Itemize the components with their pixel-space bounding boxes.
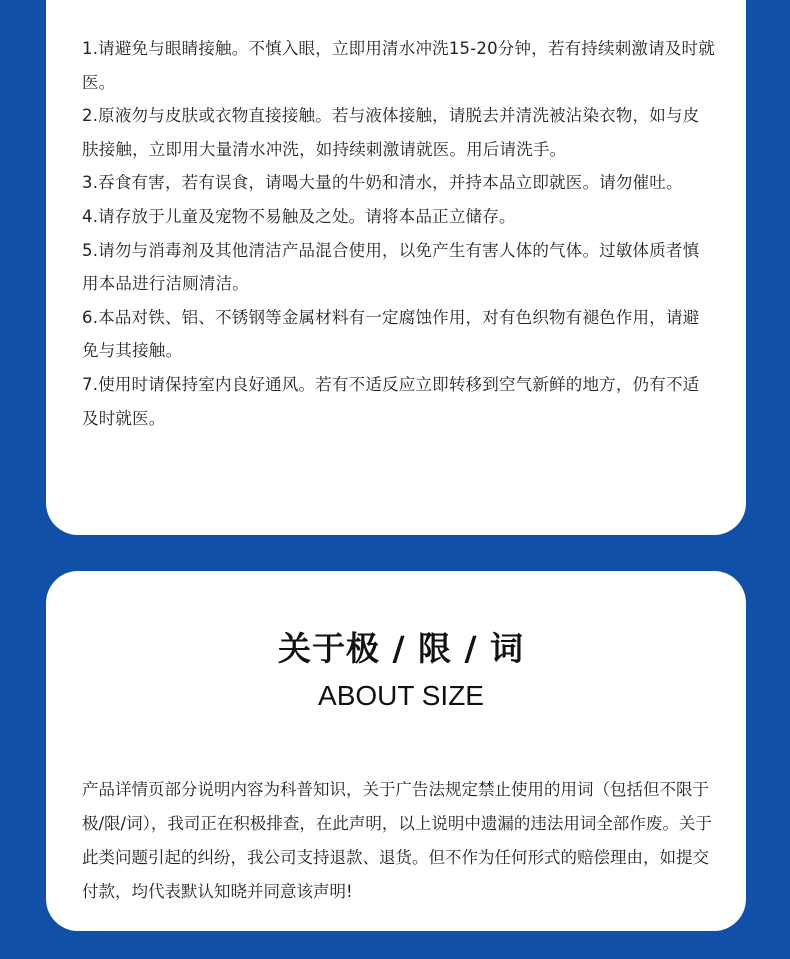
notice-item-eye-contact: 1.请避免与眼睛接触。不慎入眼，立即用清水冲洗15-20分钟，若有持续刺激请及时就医。 xyxy=(82,39,715,92)
notice-item-skin-contact: 2.原液勿与皮肤或衣物直接接触。若与液体接触，请脱去并清洗被沾染衣物，如与皮肤接触，立即用大量清水冲洗，如持续刺激请就医。用后请洗手。 xyxy=(82,106,700,159)
about-disclaimer-card xyxy=(46,571,746,931)
disclaimer-text: 产品详情页部分说明内容为科普知识，关于广告法规定禁止使用的用词（包括但不限于极/限/词），我司正在积极排查，在此声明，以上说明中遗漏的违法用词全部作废。关于此类问题引起的纠纷，我公司支持退款、退货。但不作为任何形式的赔偿理由，如提交付款，均代表默认知晓并同意该声明! xyxy=(82,780,712,901)
safety-notice-list xyxy=(82,32,716,435)
notice-item-mixing: 5.请勿与消毒剂及其他清洁产品混合使用，以免产生有害人体的气体。过敏体质者慎用本品进行洁厕清洁。 xyxy=(82,240,700,294)
safety-notice-card xyxy=(46,0,746,535)
notice-item-storage: 4.请存放于儿童及宠物不易触及之处。请将本品正立储存。 xyxy=(82,206,516,226)
notice-item-corrosion: 6.本品对铁、铝、不锈钢等金属材料有一定腐蚀作用，对有色织物有褪色作用，请避免与其接触。 xyxy=(82,307,700,361)
section-title: 关于极 / 限 / 词 xyxy=(277,629,525,668)
notice-item-ventilation: 7.使用时请保持室内良好通风。若有不适反应立即转移到空气新鲜的地方，仍有不适及时就医。 xyxy=(82,374,700,428)
section-subtitle: ABOUT SIZE xyxy=(318,680,484,711)
notice-item-ingestion: 3.吞食有害，若有误食，请喝大量的牛奶和清水，并持本品立即就医。请勿催吐。 xyxy=(82,173,683,193)
